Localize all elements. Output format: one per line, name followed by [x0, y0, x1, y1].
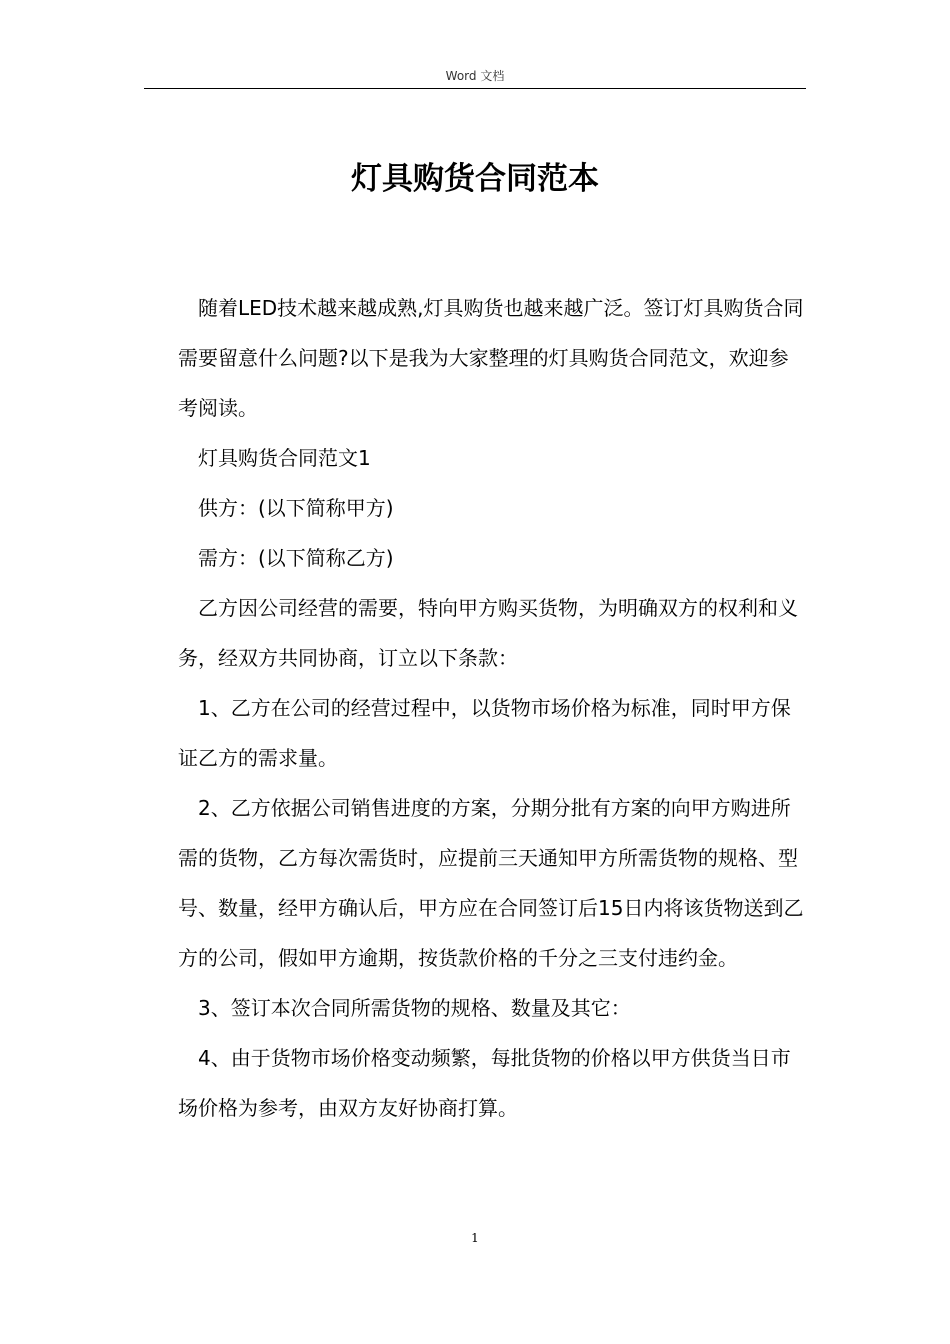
clause-2: 2、乙方依据公司销售进度的方案，分期分批有方案的向甲方购进所需的货物，乙方每次需货时，应提前三天通知甲方所需货物的规格、型号、数量，经甲方确认后，甲方应在合同签订后15日内将该货物送到乙方的公司，假如甲方逾期，按货款价格的千分之三支付违约金。 [178, 796, 804, 970]
supplier-line: 供方：(以下简称甲方) [198, 496, 394, 520]
intro-paragraph: 随着LED技术越来越成熟,灯具购货也越来越广泛。签订灯具购货合同需要留意什么问题?以下是我为大家整理的灯具购货合同范文，欢迎参考阅读。 [178, 296, 804, 420]
document-body [178, 283, 806, 1133]
preamble-paragraph: 乙方因公司经营的需要，特向甲方购买货物，为明确双方的权利和义务，经双方共同协商，订立以下条款： [178, 596, 798, 670]
section-heading: 灯具购货合同范文1 [198, 446, 371, 470]
buyer-line: 需方：(以下简称乙方) [198, 546, 394, 570]
clause-3: 3、签订本次合同所需货物的规格、数量及其它： [198, 996, 631, 1020]
page-number: 1 [471, 1231, 479, 1245]
document-title: 灯具购货合同范本 [351, 161, 599, 197]
page-header [144, 66, 806, 89]
clause-1: 1、乙方在公司的经营过程中，以货物市场价格为标准，同时甲方保证乙方的需求量。 [178, 696, 791, 770]
header-text: Word 文档 [445, 69, 505, 83]
clause-4: 4、由于货物市场价格变动频繁，每批货物的价格以甲方供货当日市场价格为参考，由双方友好协商打算。 [178, 1046, 791, 1120]
